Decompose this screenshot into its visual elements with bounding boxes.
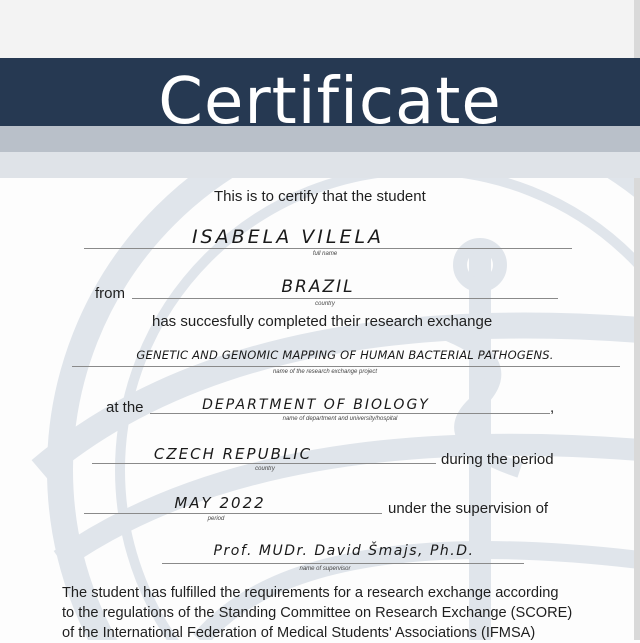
host-country-caption: country [255,466,275,472]
completed-text: has succesfully completed their research exchange [152,313,493,330]
host-country-value: CZECH REPUBLIC [153,445,313,463]
intro-text: This is to certify that the student [214,188,426,205]
statement-paragraph [62,583,640,643]
host-country-line [92,463,436,464]
department-line [150,413,550,414]
at-the-label: at the [106,399,144,416]
period-caption: period [207,516,225,522]
supervisor-caption: name of supervisor [299,566,351,572]
project-caption: name of the research exchange project [272,369,378,375]
country-line [132,298,558,299]
statement-line-2: to the regulations of the Standing Committee on Research Exchange (SCORE) [62,605,573,621]
department-caption: name of department and university/hospital [282,416,398,422]
supervisor-line [162,563,524,564]
country-caption: country [315,301,335,307]
during-period-label: during the period [441,451,554,468]
period-value: MAY 2022 [174,494,266,512]
from-label: from [95,285,125,302]
department-value: DEPARTMENT OF BIOLOGY [202,397,430,413]
student-name: ISABELA VILELA [191,226,385,248]
period-line [84,513,382,514]
project-title: GENETIC AND GENOMIC MAPPING OF HUMAN BACTERIAL PATHOGENS. [136,348,554,362]
project-line [72,366,620,367]
student-name-line [84,248,572,249]
top-margin [0,0,640,58]
country-value: BRAZIL [281,277,355,297]
statement-line-3: of the International Federation of Medical Students' Associations (IFMSA) [62,625,536,641]
supervision-label: under the supervision of [388,500,549,517]
department-comma: , [550,399,555,416]
student-name-caption: full name [312,251,338,257]
page-title: Certificate [158,65,502,139]
supervisor-value: Prof. MUDr. David Šmajs, Ph.D. [213,543,475,559]
statement-line-1: The student has fulfilled the requirements for a research exchange according [62,585,559,601]
banner-stripe-low [0,152,640,178]
